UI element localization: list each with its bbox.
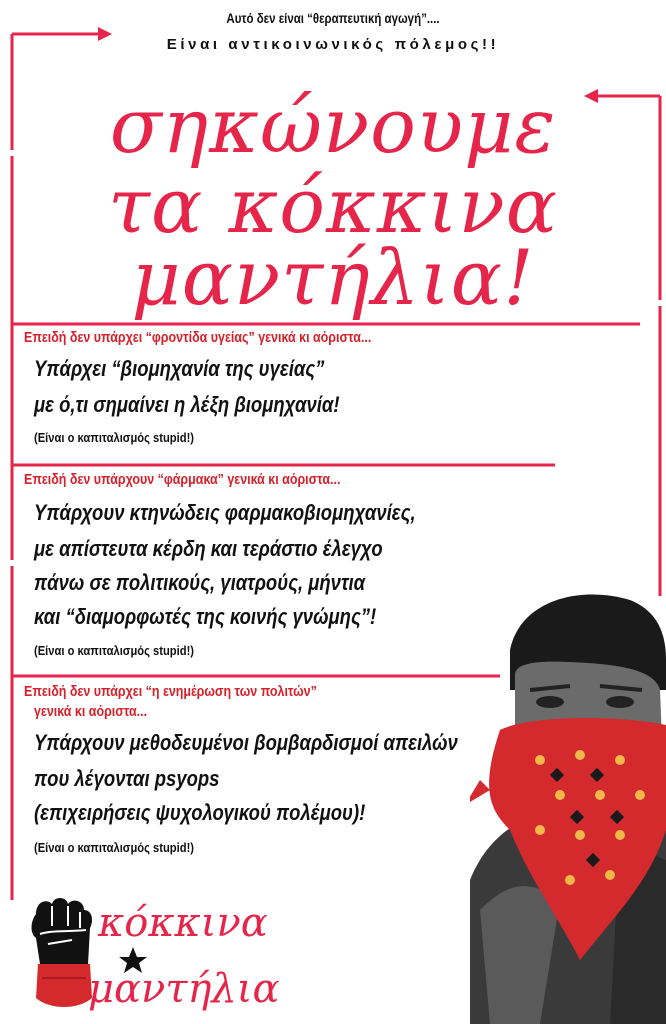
section-3-claim-2: που λέγονται psyops [34, 766, 220, 791]
header-line-1: Αυτό δεν είναι “θεραπευτική αγωγή”.... [226, 10, 440, 26]
section-2-intro: Επειδή δεν υπάρχουν “φάρμακα” γενικά κι αόριστα... [24, 472, 341, 488]
header-line-2: Είναι αντικοινωνικός πόλεμος!! [166, 36, 500, 53]
section-2-claim-2: με απίστευτα κέρδη και τεράστιο έλεγχο [34, 536, 383, 561]
section-3-claim-1: Υπάρχουν μεθοδευμένοι βομβαρδισμοί απειλών [34, 730, 458, 755]
logo-word-2: μαντήλια [88, 966, 280, 1012]
raised-fist-icon [28, 894, 96, 1012]
section-3-claim-3: (επιχειρήσεις ψυχολογικού πολέμου)! [34, 800, 366, 825]
section-3-note: (Είναι ο καπιταλισμός stupid!) [34, 840, 195, 855]
section-2-claim-4: και “διαμορφωτές της κοινής γνώμης”! [34, 604, 377, 629]
section-2-claim-1: Υπάρχουν κτηνώδεις φαρμακοβιομηχανίες, [34, 500, 416, 525]
section-3-intro-1: Επειδή δεν υπάρχει “η ενημέρωση των πολιτών” [24, 684, 317, 700]
section-3-intro-2: γενικά κι αόριστα... [34, 704, 148, 720]
section-1-intro: Επειδή δεν υπάρχει “φροντίδα υγείας” γενικά κι αόριστα... [24, 330, 372, 346]
headline-line-1: σηκώνουμε [109, 81, 557, 170]
masked-figure-illustration [470, 580, 666, 1024]
section-2-claim-3: πάνω σε πολιτικούς, γιατρούς, μήντια [34, 570, 366, 595]
section-1-note: (Είναι ο καπιταλισμός stupid!) [34, 430, 195, 445]
headline-line-2: τα κόκκινα [107, 161, 559, 250]
section-1-claim-2: με ό,τι σημαίνει η λέξη βιομηχανία! [34, 392, 340, 417]
section-1-claim-1: Υπάρχει “βιομηχανία της υγείας” [34, 356, 325, 381]
section-2-note: (Είναι ο καπιταλισμός stupid!) [34, 643, 195, 658]
headline-line-3: μαντήλια! [131, 233, 535, 322]
logo-word-1: κόκκινα [98, 900, 268, 946]
